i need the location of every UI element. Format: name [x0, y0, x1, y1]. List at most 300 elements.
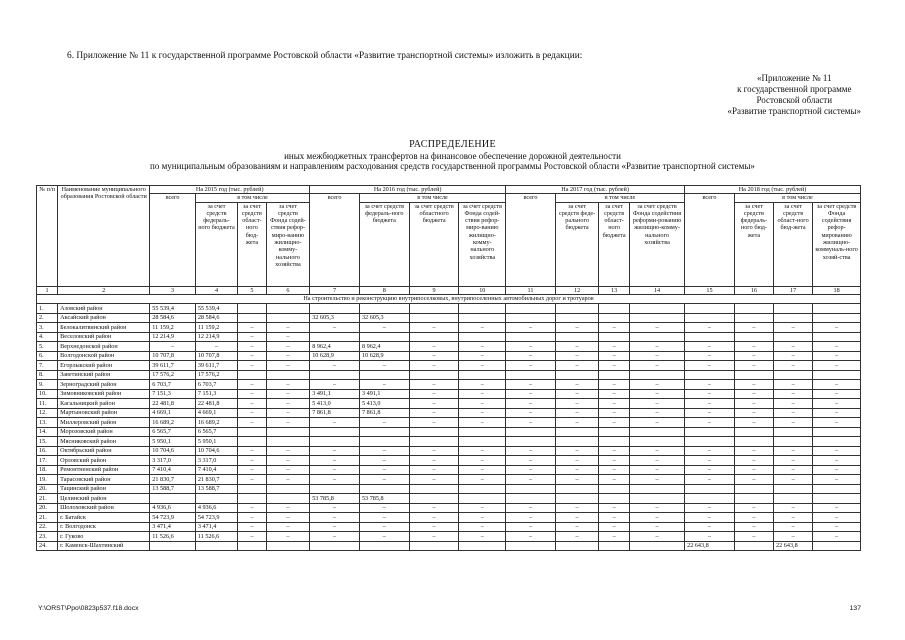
section-title: На строительство и реконструкцию внутрипоселковых, внутрипоселенных автомобильных дорог и тротуаров — [37, 294, 861, 304]
table-cell: – — [266, 361, 309, 371]
table-cell: – — [238, 503, 267, 513]
header-num: № п/п — [37, 186, 58, 287]
table-cell — [150, 494, 196, 504]
table-cell: – — [238, 513, 267, 523]
municipality-name: Мясниковский район — [58, 437, 150, 447]
table-row — [37, 408, 861, 418]
table-cell: – — [359, 380, 409, 390]
table-cell: – — [813, 522, 861, 532]
table-cell: – — [774, 380, 813, 390]
table-cell: – — [506, 522, 556, 532]
table-row — [37, 380, 861, 390]
table-cell: – — [459, 456, 506, 466]
table-cell — [266, 484, 309, 494]
table-cell: – — [555, 389, 598, 399]
table-cell: 11 526,6 — [150, 532, 196, 542]
header-fund: за счет средств Фонда содей-ствия рефор-миро-ванию жилищно-комму-нального хозяйства — [266, 202, 309, 286]
municipality-name: Заветинский район — [58, 370, 150, 380]
table-cell: – — [238, 361, 267, 371]
header-year-2017: На 2017 год (тыс. рублей) — [506, 186, 685, 194]
row-number: 15. — [37, 437, 58, 447]
table-cell: – — [774, 522, 813, 532]
table-cell: 5 950,1 — [195, 437, 237, 447]
table-cell: – — [266, 323, 309, 333]
table-cell — [359, 484, 409, 494]
table-cell: – — [238, 446, 267, 456]
table-cell: – — [459, 475, 506, 485]
table-cell: – — [599, 456, 630, 466]
table-cell: – — [506, 446, 556, 456]
table-cell: – — [266, 389, 309, 399]
table-cell: – — [813, 465, 861, 475]
header-regional: за счет средств област-ного бюд-жета — [238, 202, 267, 286]
table-cell: – — [629, 389, 684, 399]
table-cell — [266, 427, 309, 437]
table-cell: – — [359, 323, 409, 333]
table-cell: – — [813, 456, 861, 466]
table-cell: – — [506, 389, 556, 399]
table-cell — [629, 370, 684, 380]
table-row — [37, 351, 861, 361]
header-total: всего — [150, 194, 196, 286]
table-cell — [629, 541, 684, 551]
table-cell: – — [266, 513, 309, 523]
title: РАСПРЕДЕЛЕНИЕ — [409, 139, 496, 150]
table-cell — [459, 484, 506, 494]
table-cell: 5 413,0 — [359, 399, 409, 409]
column-number: 16 — [734, 286, 773, 294]
table-cell: – — [685, 513, 735, 523]
municipality-name: Миллеровский район — [58, 418, 150, 428]
row-number: 10. — [37, 389, 58, 399]
table-cell: – — [734, 513, 773, 523]
row-number: 18. — [37, 465, 58, 475]
table-cell: – — [599, 446, 630, 456]
table-cell: – — [506, 513, 556, 523]
table-cell — [734, 484, 773, 494]
table-cell: – — [555, 513, 598, 523]
table-cell: 4 936,6 — [150, 503, 196, 513]
column-number: 14 — [629, 286, 684, 294]
municipality-name: Егорлыкский район — [58, 361, 150, 371]
table-cell: – — [506, 475, 556, 485]
table-cell: – — [629, 380, 684, 390]
table-cell — [734, 541, 773, 551]
row-number: 17. — [37, 456, 58, 466]
table-cell — [813, 427, 861, 437]
table-cell: – — [599, 361, 630, 371]
table-cell: – — [555, 456, 598, 466]
table-cell: – — [629, 418, 684, 428]
table-cell: – — [685, 532, 735, 542]
table-cell: – — [774, 446, 813, 456]
table-cell: – — [459, 532, 506, 542]
table-cell — [599, 427, 630, 437]
table-row — [37, 532, 861, 542]
table-cell: – — [459, 513, 506, 523]
table-cell — [774, 304, 813, 314]
table-cell: – — [774, 503, 813, 513]
table-cell — [555, 370, 598, 380]
table-cell — [266, 313, 309, 323]
table-row — [37, 389, 861, 399]
table-cell — [774, 332, 813, 342]
row-number: 12. — [37, 408, 58, 418]
table-cell — [266, 304, 309, 314]
table-cell — [459, 332, 506, 342]
distribution-table — [36, 185, 861, 551]
table-cell: – — [238, 332, 267, 342]
table-cell: 22 481,8 — [195, 399, 237, 409]
table-cell: – — [813, 475, 861, 485]
table-cell: – — [734, 465, 773, 475]
column-number: 2 — [58, 286, 150, 294]
table-cell: – — [266, 418, 309, 428]
table-cell: – — [409, 408, 459, 418]
table-cell: – — [774, 323, 813, 333]
table-row — [37, 370, 861, 380]
table-cell: – — [409, 465, 459, 475]
row-number: 23. — [37, 532, 58, 542]
table-cell: – — [506, 532, 556, 542]
column-number: 17 — [774, 286, 813, 294]
header-year-2016: На 2016 год (тыс. рублей) — [310, 186, 506, 194]
table-cell: 3 491,1 — [310, 389, 360, 399]
table-cell: – — [459, 380, 506, 390]
table-cell: – — [409, 380, 459, 390]
table-cell: – — [599, 503, 630, 513]
table-cell: – — [409, 456, 459, 466]
header-name: Наименование муниципального образования Ростовской области — [58, 186, 150, 287]
column-number: 10 — [459, 286, 506, 294]
table-cell: – — [359, 418, 409, 428]
table-cell: 8 962,4 — [310, 342, 360, 352]
table-cell: – — [629, 465, 684, 475]
table-cell — [774, 484, 813, 494]
table-cell — [459, 304, 506, 314]
municipality-name: Морозовский район — [58, 427, 150, 437]
row-number: 20. — [37, 503, 58, 513]
table-cell: – — [459, 522, 506, 532]
table-cell: – — [266, 332, 309, 342]
table-cell: – — [813, 389, 861, 399]
table-cell: 6 565,7 — [150, 427, 196, 437]
table-cell: – — [238, 399, 267, 409]
table-cell: 10 707,8 — [150, 351, 196, 361]
table-cell: – — [599, 513, 630, 523]
column-number: 4 — [195, 286, 237, 294]
table-cell — [238, 484, 267, 494]
header-regional: за счет средств област-ного бюд-жета — [774, 202, 813, 286]
table-cell: 3 317,0 — [150, 456, 196, 466]
table-cell: 6 565,7 — [195, 427, 237, 437]
table-cell — [599, 484, 630, 494]
table-cell — [310, 437, 360, 447]
table-cell — [555, 541, 598, 551]
table-cell — [629, 437, 684, 447]
municipality-name: Кагальницкий район — [58, 399, 150, 409]
table-cell: 7 410,4 — [150, 465, 196, 475]
table-cell — [310, 427, 360, 437]
appendix-line: Ростовской области — [756, 95, 833, 105]
table-cell: – — [238, 323, 267, 333]
table-cell — [774, 437, 813, 447]
municipality-name: Аксайский район — [58, 313, 150, 323]
table-cell — [266, 541, 309, 551]
table-cell: – — [359, 503, 409, 513]
table-cell: – — [734, 399, 773, 409]
table-cell — [506, 313, 556, 323]
table-cell: – — [734, 456, 773, 466]
table-cell: – — [734, 361, 773, 371]
row-number: 19. — [37, 475, 58, 485]
table-cell: – — [238, 532, 267, 542]
table-cell: – — [734, 389, 773, 399]
table-cell: – — [774, 532, 813, 542]
table-cell: – — [599, 418, 630, 428]
appendix-reference — [728, 73, 861, 117]
table-row — [37, 342, 861, 352]
table-cell: – — [506, 342, 556, 352]
table-cell: 12 214,9 — [195, 332, 237, 342]
table-cell: – — [774, 513, 813, 523]
table-cell: – — [685, 522, 735, 532]
table-cell: 32 605,3 — [310, 313, 360, 323]
table-cell: – — [506, 418, 556, 428]
table-cell: – — [813, 399, 861, 409]
table-cell: – — [599, 465, 630, 475]
column-number: 11 — [506, 286, 556, 294]
table-cell: – — [359, 513, 409, 523]
table-cell — [359, 370, 409, 380]
table-cell: – — [506, 503, 556, 513]
table-cell: – — [310, 503, 360, 513]
table-cell — [555, 494, 598, 504]
table-cell: – — [599, 522, 630, 532]
table-cell: – — [310, 380, 360, 390]
table-cell — [599, 494, 630, 504]
table-cell: 39 611,7 — [150, 361, 196, 371]
table-cell — [813, 332, 861, 342]
table-cell: – — [359, 465, 409, 475]
table-cell: 16 689,2 — [150, 418, 196, 428]
table-cell — [459, 313, 506, 323]
table-cell: – — [506, 456, 556, 466]
table-cell: – — [774, 342, 813, 352]
table-cell — [685, 437, 735, 447]
subtitle-line: по муниципальным образованиям и направлениям расходования средств государственной программы Ростовской области «Развитие транспортной системы» — [150, 161, 755, 172]
table-cell: 17 576,2 — [150, 370, 196, 380]
municipality-name: г. Гуково — [58, 532, 150, 542]
row-number: 16. — [37, 446, 58, 456]
table-cell: – — [506, 361, 556, 371]
table-cell: – — [685, 475, 735, 485]
table-row — [37, 304, 861, 314]
header-including: в том числе — [195, 194, 309, 202]
table-cell — [774, 427, 813, 437]
table-cell: – — [266, 342, 309, 352]
row-number: 13. — [37, 418, 58, 428]
table-cell — [774, 313, 813, 323]
header-year-2018: На 2018 год (тыс. рублей) — [685, 186, 861, 194]
table-cell: – — [734, 532, 773, 542]
table-cell: 4 669,1 — [195, 408, 237, 418]
table-cell — [359, 427, 409, 437]
table-cell: 5 950,1 — [150, 437, 196, 447]
table-cell: – — [629, 513, 684, 523]
table-cell: – — [310, 456, 360, 466]
table-cell — [506, 370, 556, 380]
table-cell: – — [555, 361, 598, 371]
table-cell: 3 471,4 — [195, 522, 237, 532]
table-cell: 28 584,6 — [195, 313, 237, 323]
table-cell: – — [150, 342, 196, 352]
table-cell — [629, 494, 684, 504]
municipality-name: Веселовский район — [58, 332, 150, 342]
table-row — [37, 456, 861, 466]
table-cell: – — [409, 446, 459, 456]
table-cell: – — [685, 323, 735, 333]
table-cell: – — [459, 361, 506, 371]
table-body — [37, 286, 861, 551]
table-cell: – — [266, 522, 309, 532]
table-cell: – — [629, 503, 684, 513]
table-cell — [506, 484, 556, 494]
table-cell: – — [734, 323, 773, 333]
table-cell: 6 703,7 — [195, 380, 237, 390]
table-cell: – — [599, 532, 630, 542]
table-row — [37, 399, 861, 409]
table-cell: 53 785,8 — [359, 494, 409, 504]
table-cell: – — [555, 380, 598, 390]
table-cell: – — [685, 342, 735, 352]
table-row — [37, 484, 861, 494]
table-cell: – — [409, 399, 459, 409]
table-cell: – — [359, 361, 409, 371]
table-cell: 17 576,2 — [195, 370, 237, 380]
table-cell: – — [195, 342, 237, 352]
municipality-name: Зерноградский район — [58, 380, 150, 390]
table-cell: – — [629, 351, 684, 361]
table-cell — [734, 427, 773, 437]
header-total: всего — [310, 194, 360, 286]
municipality-name: Ремонтненский район — [58, 465, 150, 475]
table-cell — [685, 370, 735, 380]
table-cell: 21 830,7 — [195, 475, 237, 485]
table-cell — [774, 370, 813, 380]
column-number: 7 — [310, 286, 360, 294]
table-cell: 55 539,4 — [195, 304, 237, 314]
table-cell: – — [813, 503, 861, 513]
table-cell: – — [555, 323, 598, 333]
table-row — [37, 332, 861, 342]
table-cell — [734, 370, 773, 380]
table-cell — [555, 304, 598, 314]
municipality-name: Тацинский район — [58, 484, 150, 494]
municipality-name: Орловский район — [58, 456, 150, 466]
table-cell: – — [310, 475, 360, 485]
row-number: 6. — [37, 351, 58, 361]
table-cell: – — [506, 399, 556, 409]
table-cell — [266, 437, 309, 447]
table-cell: – — [734, 522, 773, 532]
table-cell — [734, 313, 773, 323]
table-cell: – — [685, 465, 735, 475]
table-cell: – — [813, 418, 861, 428]
table-cell: – — [506, 408, 556, 418]
column-number: 8 — [359, 286, 409, 294]
table-cell: – — [813, 351, 861, 361]
subtitle-line: иных межбюджетных трансфертов на финансовое обеспечение дорожной деятельности — [284, 150, 621, 161]
header-total: всего — [685, 194, 735, 286]
table-cell: – — [359, 532, 409, 542]
table-cell: – — [409, 503, 459, 513]
table-cell: – — [266, 503, 309, 513]
header-fund: за счет средств Фонда содей-ствия рефор-миро-ванию жилищно-комму-нального хозяйства — [459, 202, 506, 286]
table-cell: – — [599, 351, 630, 361]
table-cell: – — [359, 446, 409, 456]
column-numbers-row — [37, 286, 861, 294]
table-cell: – — [734, 380, 773, 390]
table-cell: – — [555, 408, 598, 418]
table-cell — [409, 370, 459, 380]
table-cell: – — [685, 456, 735, 466]
table-cell: 11 526,6 — [195, 532, 237, 542]
table-cell: – — [409, 361, 459, 371]
table-cell: 10 628,9 — [359, 351, 409, 361]
table-cell — [359, 304, 409, 314]
table-cell — [409, 304, 459, 314]
table-cell — [734, 304, 773, 314]
table-cell: – — [813, 408, 861, 418]
table-cell: – — [506, 323, 556, 333]
table-cell: – — [266, 399, 309, 409]
table-cell: – — [238, 408, 267, 418]
table-cell — [459, 370, 506, 380]
table-cell — [310, 484, 360, 494]
table-cell: 7 410,4 — [195, 465, 237, 475]
table-cell: – — [266, 475, 309, 485]
table-cell: – — [506, 465, 556, 475]
row-number: 1. — [37, 304, 58, 314]
table-cell: – — [555, 522, 598, 532]
table-cell: 13 588,7 — [195, 484, 237, 494]
table-cell — [599, 313, 630, 323]
table-cell — [813, 313, 861, 323]
table-cell: – — [310, 446, 360, 456]
table-cell: – — [310, 361, 360, 371]
table-cell — [359, 541, 409, 551]
table-cell: 32 605,3 — [359, 313, 409, 323]
table-cell — [238, 304, 267, 314]
municipality-name: Зимовниковский район — [58, 389, 150, 399]
table-cell: – — [599, 380, 630, 390]
table-cell — [506, 541, 556, 551]
table-row — [37, 313, 861, 323]
appendix-line: «Развитие транспортной системы» — [727, 106, 861, 116]
row-number: 21. — [37, 494, 58, 504]
row-number: 21. — [37, 513, 58, 523]
row-number: 2. — [37, 313, 58, 323]
table-cell — [774, 494, 813, 504]
row-number: 3. — [37, 323, 58, 333]
header-federal: за счет средств феде-рального бюджета — [555, 202, 598, 286]
column-number: 5 — [238, 286, 267, 294]
header-regional: за счет средств област-ного бюджета — [599, 202, 630, 286]
table-cell — [685, 313, 735, 323]
table-cell: 53 785,8 — [310, 494, 360, 504]
table-cell — [629, 313, 684, 323]
